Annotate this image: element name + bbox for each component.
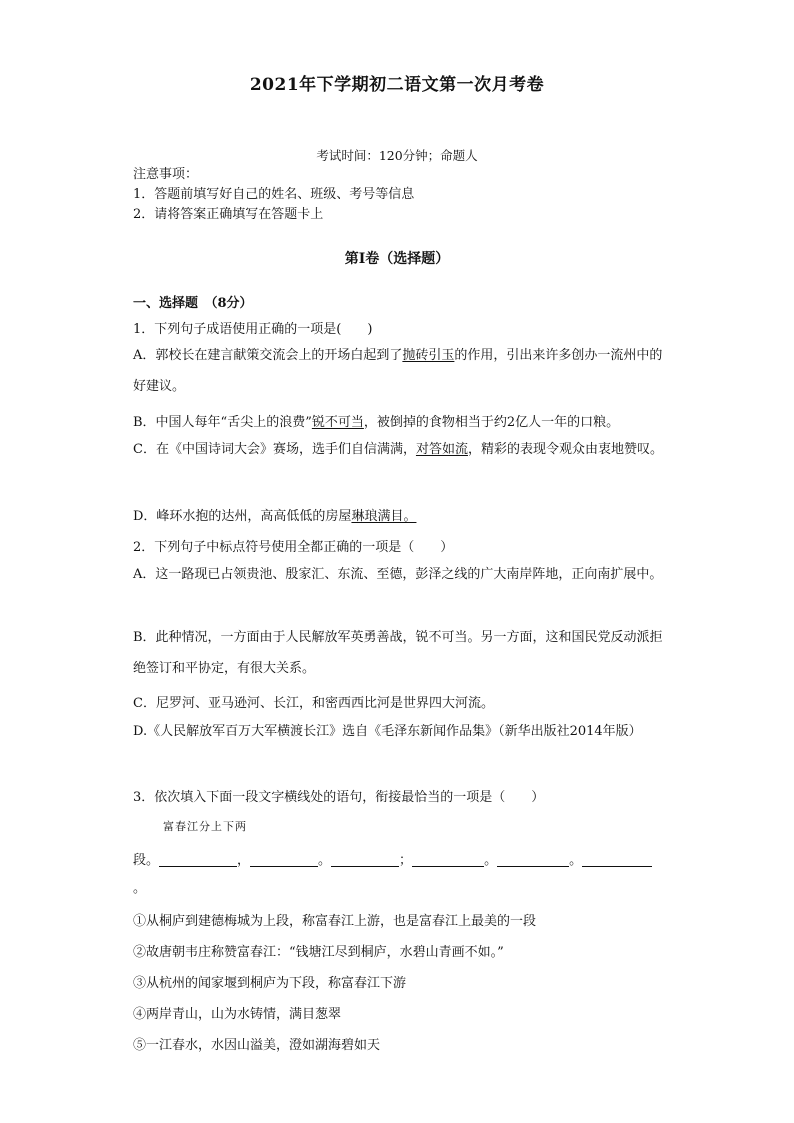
- q3-option-3: ③从杭州的闻家堰到桐庐为下段，称富春江下游: [133, 976, 407, 991]
- notes-item: 1．答题前填写好自己的姓名、班级、考号等信息: [133, 187, 415, 202]
- q1-stem: 1．下列句子成语使用正确的一项是( ): [133, 322, 373, 337]
- q3-sep: 。: [318, 853, 332, 868]
- q3-option-2: ②故唐朝韦庄称赞富春江：“钱塘江尽到桐庐，水碧山青画不如。”: [133, 945, 504, 960]
- q1-b-pre: B．中国人每年“舌尖上的浪费”: [133, 415, 312, 430]
- fill-blank: [159, 852, 237, 867]
- notes-heading: 注意事项：: [133, 167, 199, 182]
- exam-title: 2021年下学期初二语文第一次月考卷: [249, 75, 545, 95]
- q2-option-a: A．这一路现已占领贵池、殷家汇、东流、至德，彭泽之线的广大南岸阵地，正向南扩展中。: [133, 567, 663, 582]
- q3-option-4: ④两岸青山，山为水铸情，满目葱翠: [133, 1007, 342, 1022]
- q1-c-idiom: 对答如流: [415, 442, 468, 457]
- q1-c-post: ，精彩的表现令观众由衷地赞叹。: [467, 442, 663, 457]
- q3-passage-blanks: [133, 849, 652, 868]
- q1-d-idiom: 琳琅满目。: [351, 509, 417, 524]
- q1-option-b: [133, 411, 619, 430]
- part-heading: 一、选择题 （8分）: [133, 296, 253, 311]
- q1-b-post: ，被倒掉的食物相当于约2亿人一年的口粮。: [363, 415, 620, 430]
- q1-a-pre: A．郭校长在建言献策交流会上的开场白起到了: [133, 348, 403, 363]
- q2-option-d: D.《人民解放军百万大军横渡长江》选自《毛泽东新闻作品集》（新华出版社2014年版）: [133, 724, 642, 739]
- q3-option-1: ①从桐庐到建德梅城为上段，称富春江上游，也是富春江上最美的一段: [133, 914, 537, 929]
- fill-blank: [582, 852, 652, 867]
- q3-stem: 3．依次填入下面一段文字横线处的语句，衔接最恰当的一项是（ ）: [133, 790, 545, 805]
- q1-a-idiom: 抛砖引玉: [402, 348, 455, 363]
- notes-block: [133, 165, 414, 225]
- fill-blank: [250, 852, 318, 867]
- q3-sep: ，: [237, 853, 251, 868]
- fill-blank: [412, 852, 484, 867]
- section-title: 第I卷（选择题）: [344, 251, 450, 267]
- q3-sep: 。: [569, 853, 583, 868]
- q1-option-d: [133, 505, 416, 524]
- q1-a-post: 的作用，引出来许多创办一流州中的好建议。: [133, 348, 663, 394]
- q1-c-pre: C．在《中国诗词大会》赛场，选手们自信满满，: [133, 442, 416, 457]
- fill-blank: [331, 852, 399, 867]
- q2-option-c: C．尼罗河、亚马逊河、长江，和密西西比河是世界四大河流。: [133, 696, 494, 711]
- q3-passage-start: 段。: [133, 853, 160, 868]
- fill-blank: [497, 852, 569, 867]
- q3-sep: 。: [484, 853, 498, 868]
- q1-option-a: [133, 340, 663, 402]
- q1-option-c: [133, 434, 663, 465]
- notes-item: 2．请将答案正确填写在答题卡上: [133, 207, 324, 222]
- q1-d-pre: D．峰环水抱的达州，高高低低的房屋: [133, 509, 352, 524]
- q3-sep: ；: [399, 853, 413, 868]
- exam-meta: 考试时间：120分钟；命题人: [316, 148, 478, 163]
- q2-option-b: B．此种情况，一方面由于人民解放军英勇善战，锐不可当。另一方面，这和国民党反动派拒绝签订和平协定，有很大关系。: [133, 630, 663, 676]
- q2-stem: 2．下列句子中标点符号使用全都正确的一项是（ ）: [133, 540, 454, 555]
- q3-passage-title: 富春江分上下两: [163, 820, 247, 833]
- q1-b-idiom: 锐不可当: [311, 415, 364, 430]
- q3-option-5: ⑤一江春水，水因山溢美，澄如湖海碧如天: [133, 1038, 381, 1053]
- q3-passage-end: 。: [133, 881, 147, 896]
